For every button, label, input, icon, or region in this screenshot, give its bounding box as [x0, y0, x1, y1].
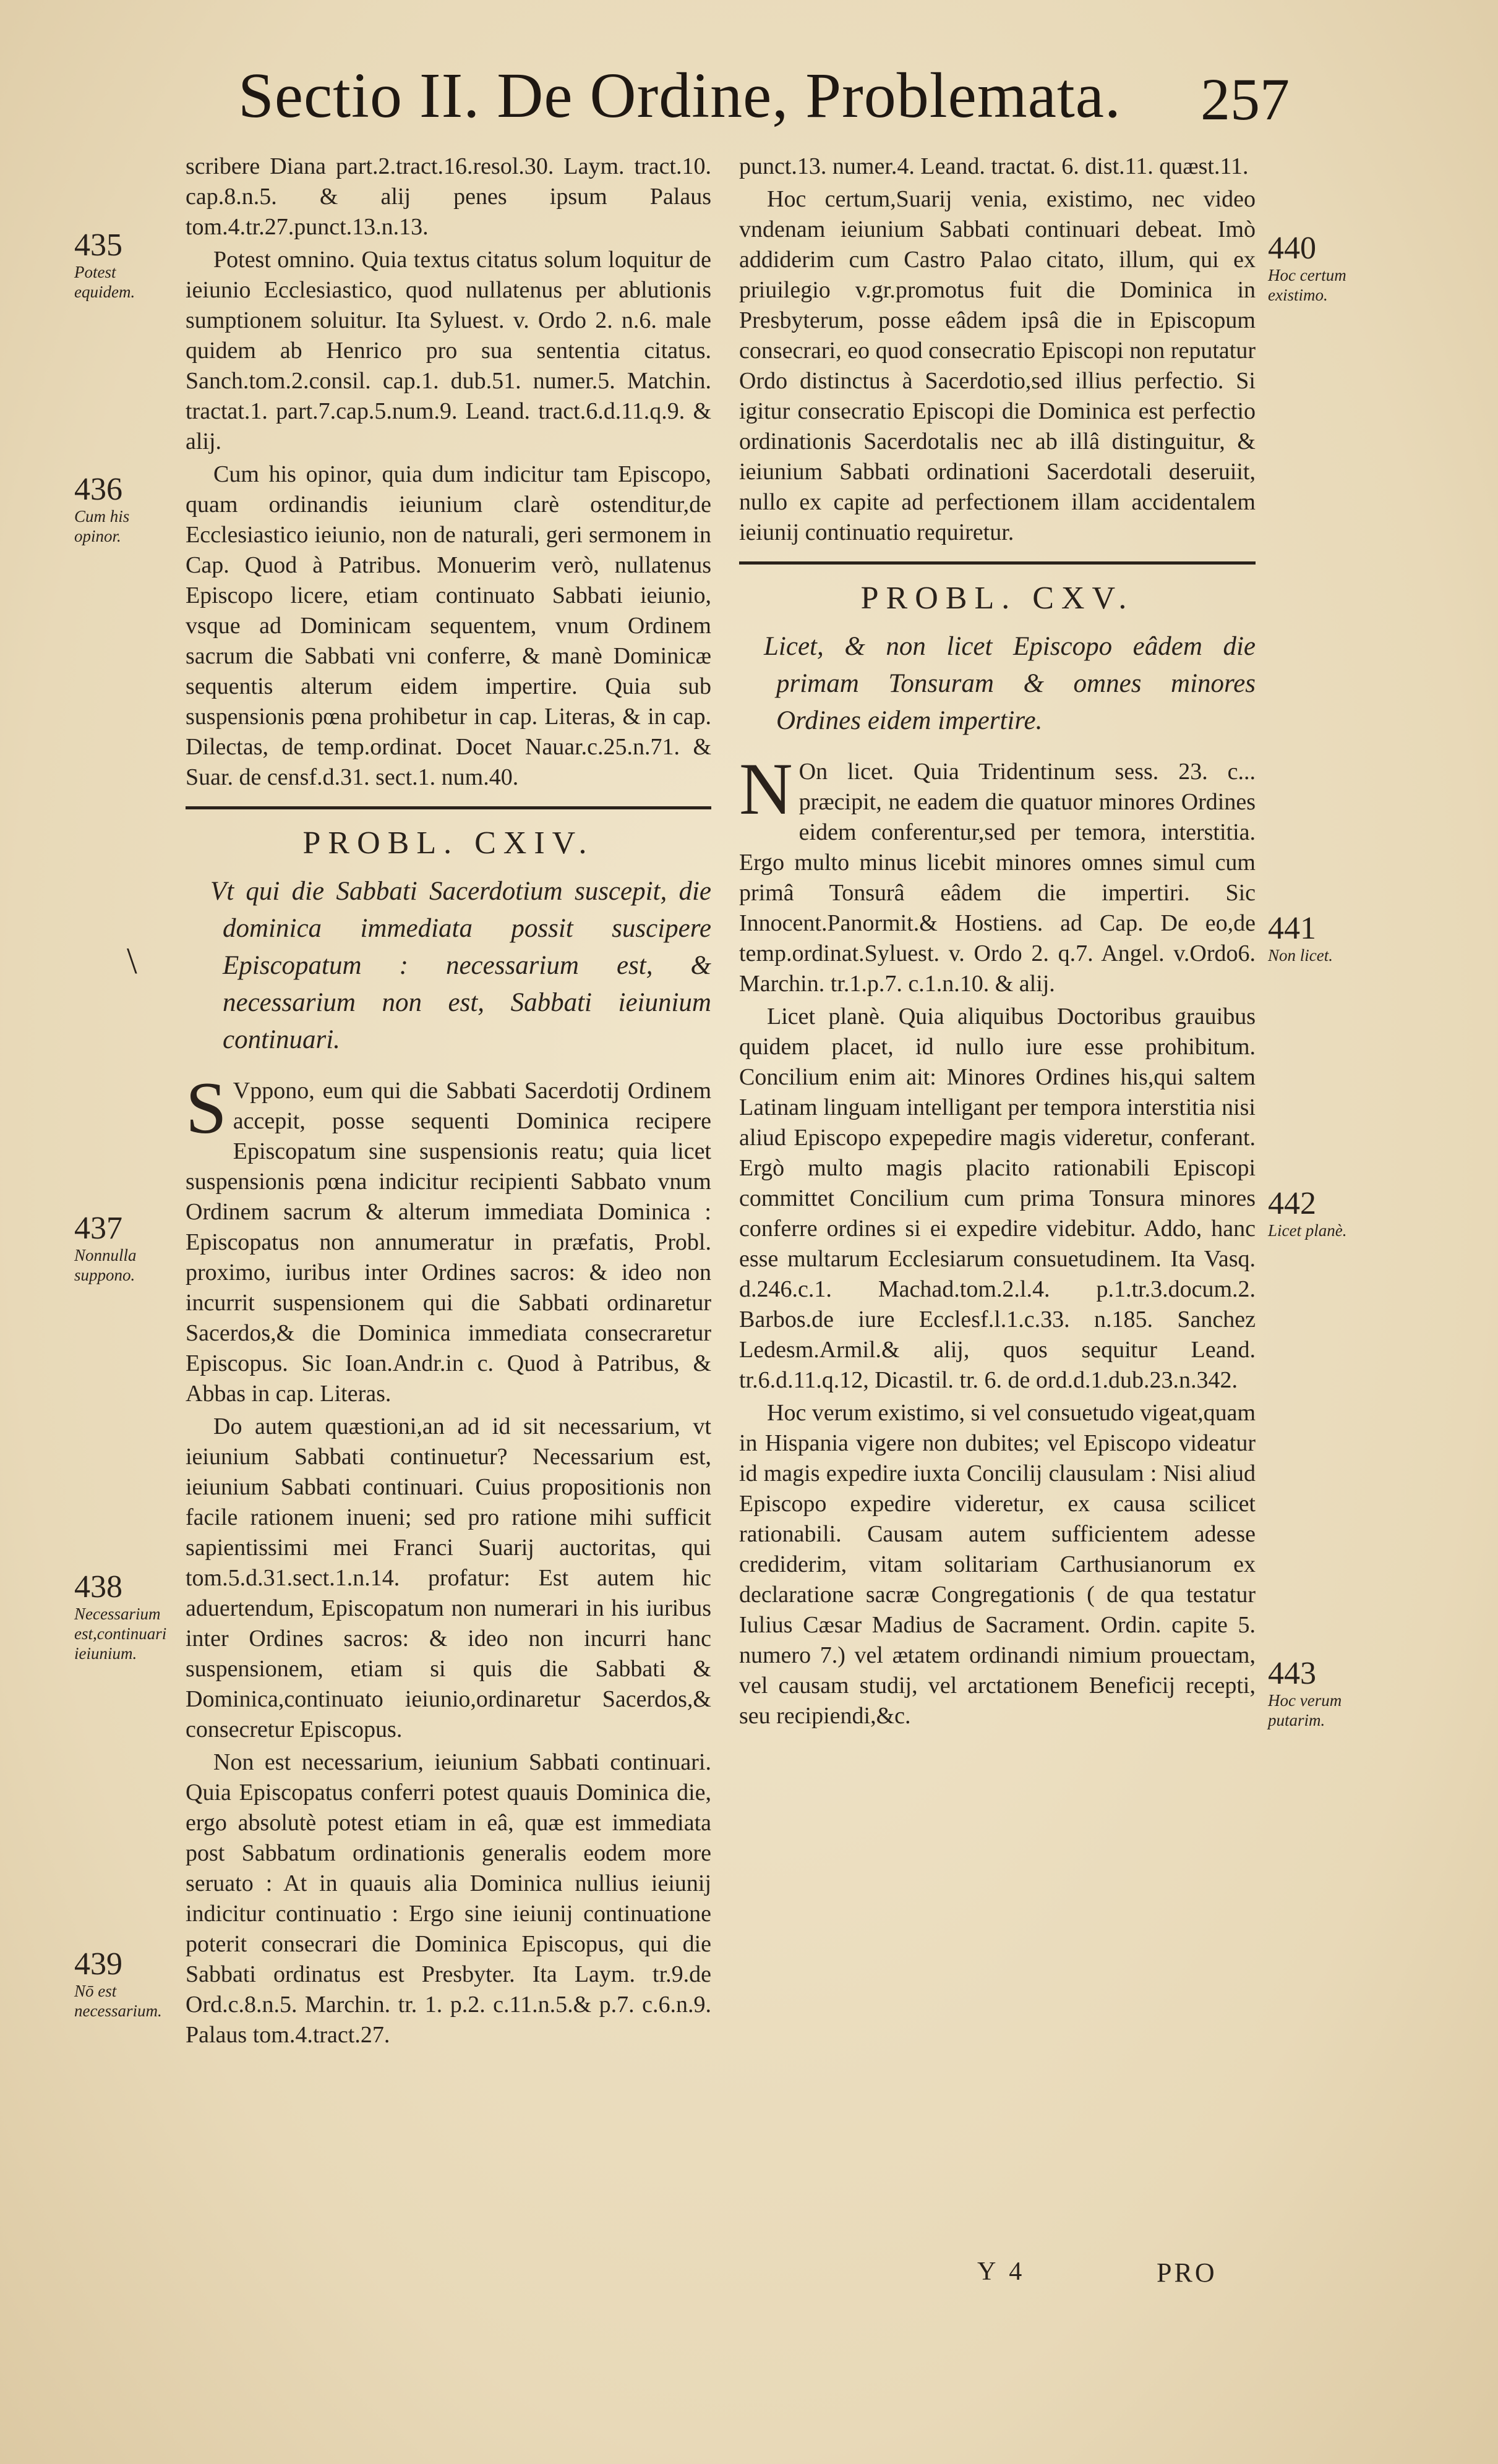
stray-ink-mark: \: [127, 940, 137, 981]
margin-number: 438: [74, 1569, 122, 1605]
paragraph-437: [186, 1067, 711, 1409]
margin-gloss: Cum his opinor.: [74, 507, 130, 545]
margin-gloss: Potest equidem.: [74, 263, 135, 301]
running-title: Sectio II. De Ordine, Problemata.: [238, 60, 1121, 131]
paragraph-continued-right: punct.13. numer.4. Leand. tractat. 6. dist.11. quæst.11.: [739, 153, 1249, 179]
margin-note-439: [74, 1948, 161, 2021]
paragraph-442: Licet planè. Quia aliquibus Doctoribus grauibus quidem placet, id nullo iure esse prohibitum. Concilium enim ait: Minores Ordines his,qui saltem Latinam linguam intelligant per tempora interstitia nisi aliud Episcopo expepedire magis videretur, conferant. Ergò multo magis placito rationabili Episcopi committet Concilium cum prima Tonsura minores conferre ordines si ei expedire videbitur. Addo, hanc esse multarum Ecclesiarum consuetudinem. Ita Vasq. d.246.c.1. Machad.tom.2.l.4. p.1.tr.3.docum.2. Barbos.de iure Ecclesf.l.1.c.33. n.185. Sanchez Ledesm.Armil.& alij, quos sequitur Leand. tr.6.d.11.q.12, Dicastil. tr. 6. de ord.d.1.dub.23.n.342.: [739, 1004, 1256, 1393]
margin-number: 441: [1268, 911, 1316, 946]
margin-note-442: [1268, 1187, 1355, 1240]
margin-gloss: Necessarium est,continuari ieiunium.: [74, 1605, 167, 1663]
drop-cap-s: S: [186, 1067, 227, 1149]
margin-number: 440: [1268, 231, 1316, 266]
page-number: 257: [1201, 66, 1290, 132]
page-header: [238, 59, 1290, 151]
paragraph-435: Potest omnino. Quia textus citatus solum loquitur de ieiunio Ecclesiastico, quod nullatenus per ablutionis sumptionem soluitur. Ita Syluest. v. Ordo 2. n.6. male quidem ab Henrico pro sua sententia citatus. Sanch.tom.2.consil. cap.1. dub.51. numer.5. Matchin. tractat.1. part.7.cap.5.num.9. Leand. tract.6.d.11.q.9. & alij.: [186, 247, 711, 454]
paragraph-437-text: Vppono, eum qui die Sabbati Sacerdotij Ordinem accepit, posse sequenti Dominica recipere Episcopatum sine suspensionis reatu; quia licet suspensionis pœna indicitur recipienti Sabbato vnum Ordinem sacrum & alterum immediata Dominica : Episcopatus non annumeratur in præfatis, Probl. proximo, iuribus inter Ordines sacros: & ideo non incurrit suspensionem qui die Sabbati ordinaretur Sacerdos,& die Dominica immediata consecraretur Episcopus. Sic Ioan.Andr.in c. Quod à Patribus, & Abbas in cap. Literas.: [186, 1078, 711, 1407]
problem-summary-cxiv: Vt qui die Sabbati Sacerdotium suscepit, die dominica immediata possit suscipere Episcopatum : necessarium est, & necessarium non est, Sabbati ieiunium continuari.: [210, 877, 711, 1054]
margin-gloss: Non licet.: [1268, 946, 1333, 965]
catchword: PRO: [1157, 2257, 1217, 2288]
margin-gloss: Hoc verum putarim.: [1268, 1691, 1342, 1729]
margin-note-443: [1268, 1657, 1355, 1730]
paragraph-438: Do autem quæstioni,an ad id sit necessarium, vt ieiunium Sabbati continuetur? Necessarium est, ieiunium Sabbati continuari. Cuius propositionis non facile rationem inueni; sed pro ratione mihi sufficit sapientissimi mei Franci Suarij auctoritas, qui tom.5.d.31.sect.1.n.14. profatur: Est autem hic aduertendum, Episcopatum non numerari in his iuribus inter Ordines sacros: & ideo non incurri hanc suspensionem, etiam si quis die Sabbati & Dominica,continuato ieiunio,ordinaretur Sacerdos,& consecretur Episcopus.: [186, 1413, 711, 1742]
margin-number: 437: [74, 1211, 122, 1246]
margin-gloss: Licet planè.: [1268, 1221, 1347, 1240]
margin-note-438: [74, 1569, 167, 1663]
drop-cap-n: N: [739, 748, 793, 830]
margin-note-441: [1268, 912, 1355, 965]
margin-gloss: Nonnulla suppono.: [74, 1246, 137, 1284]
paragraph-436: Cum his opinor, quia dum indicitur tam Episcopo, quam ordinandis ieiunium clarè ostenditur,de Ecclesiastico ieiunio, non de naturali, geri sermonem in Cap. Quod à Patribus. Monuerim verò, nullatenus Episcopo licere, etiam continuato Sabbati ieiunio, vsque ad Dominicam sequentem, vnum Ordinem sacrum die Sabbati vni conferre, & manè Dominicæ sequentis alterum eidem impertire. Quia sub suspensionis pœna prohibetur in cap. Literas, & in cap. Dilectas, de temp.ordinat. Docet Nauar.c.25.n.71. & Suar. de censf.d.31. sect.1. num.40.: [186, 461, 711, 790]
problem-heading-cxv: PROBL. CXV.: [860, 581, 1134, 616]
paragraph-439: Non est necessarium, ieiunium Sabbati continuari. Quia Episcopatus conferri potest quauis Dominica die, ergo absolutè potest etiam in eâ, quæ est immediata post Sabbatum ordinationis generalis eodem more seruato : At in quauis alia Dominica nullius ieiunij indicitur continuatio : Ergo sine ieiunij continuatione poterit consecrari die Dominica Episcopus, qui die Sabbati ordinatus est Presbyter. Ita Laym. tr.9.de Ord.c.8.n.5. Marchin. tr. 1. p.2. c.11.n.5.& p.7. c.6.n.9. Palaus tom.4.tract.27.: [186, 1749, 711, 2048]
paragraph-441-text: On licet. Quia Tridentinum sess. 23. c... præcipit, ne eadem die quatuor minores Ordines eidem conferentur,sed per temora, interstitia. Ergo multo minus licebit minores omnes simul cum primâ Tonsurâ eâdem die impertiri. Sic Innocent.Panormit.& Hostiens. ad Cap. De eo,de temp.ordinat.Syluest. v. Ordo 2. q.7. Angel. v.Ordo6. Marchin. tr.1.p.7. c.1.n.10. & alij.: [739, 759, 1256, 997]
margin-note-440: [1268, 232, 1355, 305]
margin-number: 436: [74, 472, 122, 507]
problem-heading-cxiv: PROBL. CXIV.: [302, 825, 594, 861]
section-divider: [186, 806, 711, 809]
margin-gloss: Hoc certum existimo.: [1268, 266, 1346, 304]
margin-gloss: Nō est necessarium.: [74, 1982, 162, 2020]
margin-number: 442: [1268, 1186, 1316, 1221]
section-divider-right: [739, 561, 1256, 565]
margin-number: 443: [1268, 1656, 1316, 1691]
left-column: [186, 151, 711, 2053]
right-column: [739, 151, 1256, 1734]
margin-number: 435: [74, 228, 122, 263]
problem-summary-cxv: Licet, & non licet Episcopo eâdem die primam Tonsuram & omnes minores Ordines eidem impertire.: [764, 632, 1256, 735]
paragraph-440: Hoc certum,Suarij venia, existimo, nec video vndenam ieiunium Sabbati continuari debeat. Imò addiderim cum Castro Palao citato, illum, qui ex priuilegio v.gr.promotus fuit die Dominica in Presbyterum, posse eâdem ipsâ die in Episcopum consecrari, eo quod consecratio Episcopi non reputatur Ordo distinctus à Sacerdotio,sed illius perfectio. Si igitur consecratio Episcopi die Dominica est perfectio ordinationis Sacerdotalis nec ab illâ distinguitur, & ieiunium Sabbati ordinationi Sacerdotali deseruiit, nullo ex capite ad perfectionem illam accidentalem ieiunij continuatio requiretur.: [739, 186, 1256, 545]
margin-note-435: [74, 229, 161, 302]
margin-note-437: [74, 1212, 161, 1285]
paragraph-continued: scribere Diana part.2.tract.16.resol.30. Laym. tract.10. cap.8.n.5. & alij penes ipsum Palaus tom.4.tr.27.punct.13.n.13.: [186, 153, 711, 240]
signature-mark: Y 4: [977, 2257, 1026, 2286]
margin-note-436: [74, 473, 161, 546]
paragraph-443: Hoc verum existimo, si vel consuetudo vigeat,quam in Hispania vigere non dubites; vel Episcopo videatur id magis expedire iuxta Concilij clausulam : Nisi aliud Episcopo expedire videretur, ex causa scilicet rationabili. Causam autem sufficientem adesse crediderim, vitam solitariam Carthusianorum ex declaratione sacræ Congregationis ( de qua testatur Iulius Cæsar Madius de Sacrament. Ordin. capite 5. numero 7.) vel ætatem ordinandi nimium prouectam, vel causam studij, vel arctationem Beneficij recepti, seu recipiendi,&c.: [739, 1400, 1256, 1729]
paragraph-441: [739, 748, 1256, 999]
margin-number: 439: [74, 1946, 122, 1982]
